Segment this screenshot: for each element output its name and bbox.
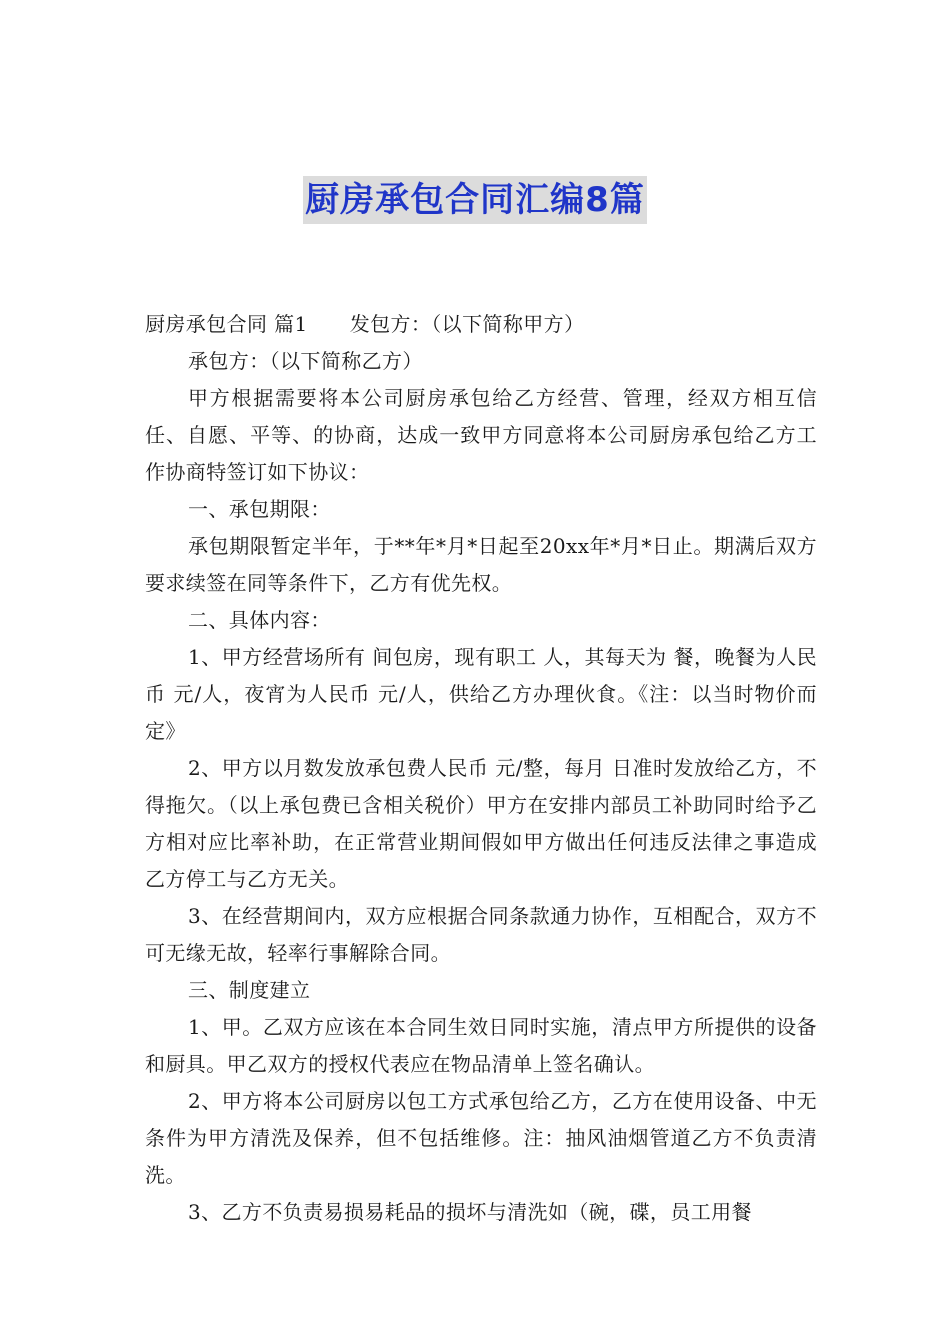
document-body bbox=[145, 306, 817, 1231]
section-heading: 二、具体内容： bbox=[188, 608, 331, 632]
paragraph: 1、甲。乙双方应该在本合同生效日同时实施，清点甲方所提供的设备和厨具。甲乙双方的授权代表应在物品清单上签名确认。 bbox=[145, 1015, 817, 1076]
contractor-party-line: 发包方：（以下简称甲方） bbox=[349, 312, 585, 336]
document-title: 厨房承包合同汇编8篇 bbox=[303, 176, 647, 224]
first-line bbox=[145, 306, 817, 343]
contract-heading: 厨房承包合同 篇1 bbox=[145, 312, 308, 336]
section-heading: 三、制度建立 bbox=[188, 978, 311, 1002]
section-heading: 一、承包期限： bbox=[188, 497, 331, 521]
paragraph: 2、甲方将本公司厨房以包工方式承包给乙方，乙方在使用设备、中无条件为甲方清洗及保养，但不包括维修。注：抽风油烟管道乙方不负责清洗。 bbox=[145, 1089, 817, 1187]
paragraph: 承包方：（以下简称乙方） bbox=[188, 349, 423, 373]
paragraph: 2、甲方以月数发放承包费人民币 元/整，每月 日准时发放给乙方，不得拖欠。（以上承包费已含相关税价）甲方在安排内部员工补助同时给予乙方相对应比率补助，在正常营业期间假如甲方做出任何违反法律之事造成乙方停工与乙方无关。 bbox=[145, 756, 817, 891]
paragraph: 承包期限暂定半年，于**年*月*日起至20xx年*月*日止。期满后双方要求续签在同等条件下，乙方有优先权。 bbox=[145, 534, 817, 595]
paragraph: 1、甲方经营场所有 间包房，现有职工 人，其每天为 餐，晚餐为人民币 元/人，夜宵为人民币 元/人，供给乙方办理伙食。《注：以当时物价而定》 bbox=[145, 645, 817, 743]
document-title-wrapper bbox=[0, 176, 950, 230]
paragraph: 3、在经营期间内，双方应根据合同条款通力协作，互相配合，双方不可无缘无故，轻率行事解除合同。 bbox=[145, 904, 817, 965]
paragraph: 甲方根据需要将本公司厨房承包给乙方经营、管理，经双方相互信任、自愿、平等、的协商，达成一致甲方同意将本公司厨房承包给乙方工作协商特签订如下协议： bbox=[145, 386, 817, 484]
paragraph: 3、乙方不负责易损易耗品的损坏与清洗如（碗，碟，员工用餐 bbox=[188, 1200, 752, 1224]
